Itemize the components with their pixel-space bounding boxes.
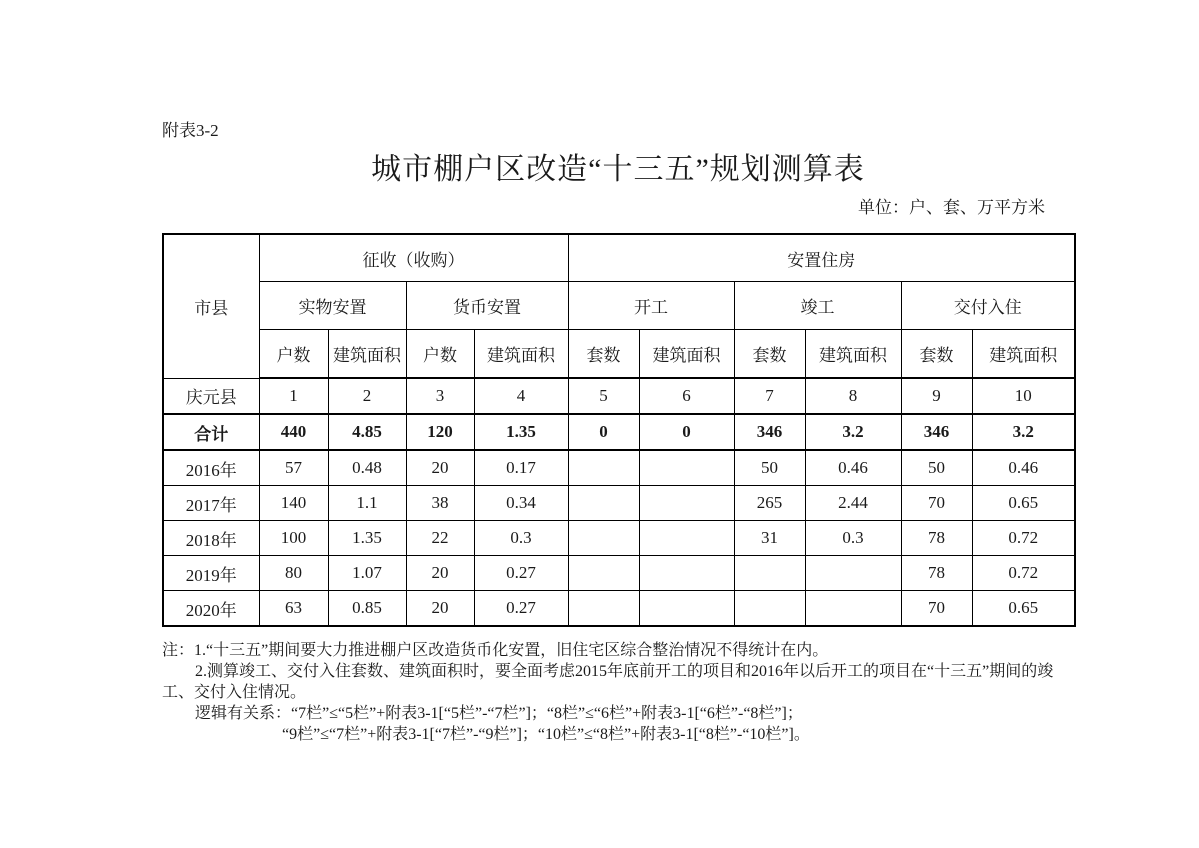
table-row [163,378,1075,414]
table-cell: 78 [901,556,972,591]
table-cell: 4.85 [328,414,406,450]
table-cell: 70 [901,486,972,521]
table-cell: 0.46 [972,450,1075,486]
table-cell [805,556,901,591]
table-row [163,521,1075,556]
table-cell: 1.35 [474,414,568,450]
subgroup-header-cell: 实物安置 [259,282,406,330]
corner-header-cell: 市县 [163,234,259,378]
table-header [163,234,1075,378]
table-cell [734,591,805,627]
group-header-cell: 安置住房 [568,234,1075,282]
note-line: 注：1.“十三五”期间要大力推进棚户区改造货币化安置，旧住宅区综合整治情况不得统计在内。 [162,642,829,659]
table-cell: 20 [406,450,474,486]
table-cell [568,450,639,486]
table-cell: 38 [406,486,474,521]
table-row [163,414,1075,450]
table-cell: 1.35 [328,521,406,556]
table-cell: 100 [259,521,328,556]
table-cell: 4 [474,378,568,414]
table-cell: 120 [406,414,474,450]
table-cell: 63 [259,591,328,627]
column-header-cell: 户数 [259,330,328,379]
table-cell: 0.46 [805,450,901,486]
table-cell: 0.65 [972,486,1075,521]
row-label: 合计 [163,414,259,450]
table-cell: 0.27 [474,591,568,627]
table-cell [734,556,805,591]
table-cell: 70 [901,591,972,627]
row-label: 2017年 [163,486,259,521]
table-cell: 8 [805,378,901,414]
header-row-subgroups [163,282,1075,330]
table-cell: 0.3 [474,521,568,556]
table-cell: 9 [901,378,972,414]
table-cell: 6 [639,378,734,414]
table-cell [568,486,639,521]
row-label: 2016年 [163,450,259,486]
note-line: “9栏”≤“7栏”+附表3-1[“7栏”-“9栏”]；“10栏”≤“8栏”+附表3-1[“8栏”-“10栏”]。 [282,726,810,743]
note-line: 逻辑有关系：“7栏”≤“5栏”+附表3-1[“5栏”-“7栏”]；“8栏”≤“6栏”+附表3-1[“6栏”-“8栏”]； [195,705,803,722]
column-header-cell: 建筑面积 [328,330,406,379]
table-cell: 22 [406,521,474,556]
subgroup-header-cell: 货币安置 [406,282,568,330]
table-cell: 80 [259,556,328,591]
table-cell: 78 [901,521,972,556]
table-cell [568,556,639,591]
table-body [163,378,1075,626]
table-cell: 2.44 [805,486,901,521]
table-row [163,450,1075,486]
page-title: 城市棚户区改造“十三五”规划测算表 [371,153,865,186]
table-cell [568,591,639,627]
column-header-cell: 套数 [901,330,972,379]
table-row [163,486,1075,521]
table-cell [639,450,734,486]
row-label: 2020年 [163,591,259,627]
column-header-cell: 户数 [406,330,474,379]
table-cell [805,591,901,627]
table-cell: 50 [734,450,805,486]
table-cell: 265 [734,486,805,521]
note-line: 工、交付入住情况。 [162,684,307,701]
table-cell: 5 [568,378,639,414]
table-cell: 346 [734,414,805,450]
table-cell: 346 [901,414,972,450]
table-cell [639,591,734,627]
table-row [163,556,1075,591]
column-header-cell: 套数 [734,330,805,379]
table-cell: 3 [406,378,474,414]
column-header-cell: 套数 [568,330,639,379]
column-header-cell: 建筑面积 [639,330,734,379]
table-cell: 0.65 [972,591,1075,627]
row-label: 2019年 [163,556,259,591]
table-row [163,591,1075,627]
table-cell: 31 [734,521,805,556]
subgroup-header-cell: 交付入住 [901,282,1075,330]
subgroup-header-cell: 开工 [568,282,734,330]
column-header-cell: 建筑面积 [474,330,568,379]
table-cell: 20 [406,591,474,627]
table-cell: 0 [639,414,734,450]
header-row-columns [163,330,1075,379]
table-cell: 50 [901,450,972,486]
note-line: 2.测算竣工、交付入住套数、建筑面积时，要全面考虑2015年底前开工的项目和2016年以后开工的项目在“十三五”期间的竣 [195,663,1054,680]
table-cell: 57 [259,450,328,486]
table-cell: 0.17 [474,450,568,486]
row-label: 2018年 [163,521,259,556]
table-cell: 440 [259,414,328,450]
group-header-cell: 征收（收购） [259,234,568,282]
notes [162,640,1074,745]
table-cell: 3.2 [972,414,1075,450]
table-cell: 0.48 [328,450,406,486]
subgroup-header-cell: 竣工 [734,282,901,330]
table-cell [568,521,639,556]
planning-table [162,233,1076,627]
table-cell: 0.72 [972,521,1075,556]
column-header-cell: 建筑面积 [972,330,1075,379]
table-cell: 1.07 [328,556,406,591]
row-label: 庆元县 [163,378,259,414]
table-cell: 0.27 [474,556,568,591]
table-cell: 0.34 [474,486,568,521]
table-cell: 0.3 [805,521,901,556]
table-cell: 0.85 [328,591,406,627]
table-cell: 1 [259,378,328,414]
table-cell: 1.1 [328,486,406,521]
table-cell: 20 [406,556,474,591]
table-cell [639,521,734,556]
table-cell: 0.72 [972,556,1075,591]
column-header-cell: 建筑面积 [805,330,901,379]
table-cell [639,486,734,521]
header-row-groups [163,234,1075,282]
table-cell: 2 [328,378,406,414]
table-cell: 140 [259,486,328,521]
unit-note: 单位：户、套、万平方米 [858,198,1045,217]
table-cell: 0 [568,414,639,450]
page-content [162,0,1074,745]
table-cell: 3.2 [805,414,901,450]
table-cell: 7 [734,378,805,414]
doc-label: 附表3-2 [162,121,219,140]
table-cell [639,556,734,591]
table-cell: 10 [972,378,1075,414]
